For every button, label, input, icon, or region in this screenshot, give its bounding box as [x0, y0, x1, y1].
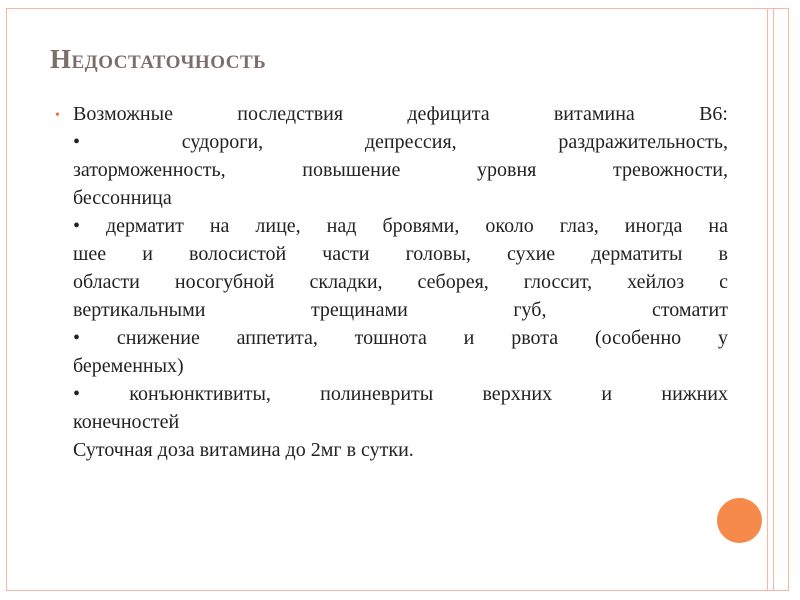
body-line: беременных) — [73, 355, 184, 377]
body-line: • судороги, депрессия, раздражительность, — [73, 131, 728, 153]
body-line: шее и волосистой части головы, сухие дерматиты в — [73, 243, 728, 265]
frame-right-inner-line — [773, 8, 774, 591]
body-line: • дерматит на лице, над бровями, около глаз, иногда на — [73, 215, 728, 237]
body-line: Суточная доза витамина до 2мг в сутки. — [73, 439, 414, 461]
body-line: конечностей — [73, 411, 180, 433]
body-line: • снижение аппетита, тошнота и рвота (особенно у — [73, 327, 728, 349]
decorative-circle — [717, 498, 762, 543]
frame-right-band — [767, 8, 789, 591]
slide-title: Недостаточность — [50, 44, 267, 74]
body-line: бессонница — [73, 187, 172, 209]
body-line: вертикальными трещинами губ, стоматит — [73, 299, 728, 321]
slide-body — [73, 100, 728, 464]
body-line: заторможенность, повышение уровня тревожности, — [73, 159, 728, 181]
body-line: Возможные последствия дефицита витамина В6: — [73, 103, 728, 125]
body-line: • конъюнктивиты, полиневриты верхних и нижних — [73, 383, 728, 405]
body-line: области носогубной складки, себорея, глоссит, хейлоз с — [73, 271, 728, 293]
main-bullet-icon: • — [55, 108, 60, 123]
